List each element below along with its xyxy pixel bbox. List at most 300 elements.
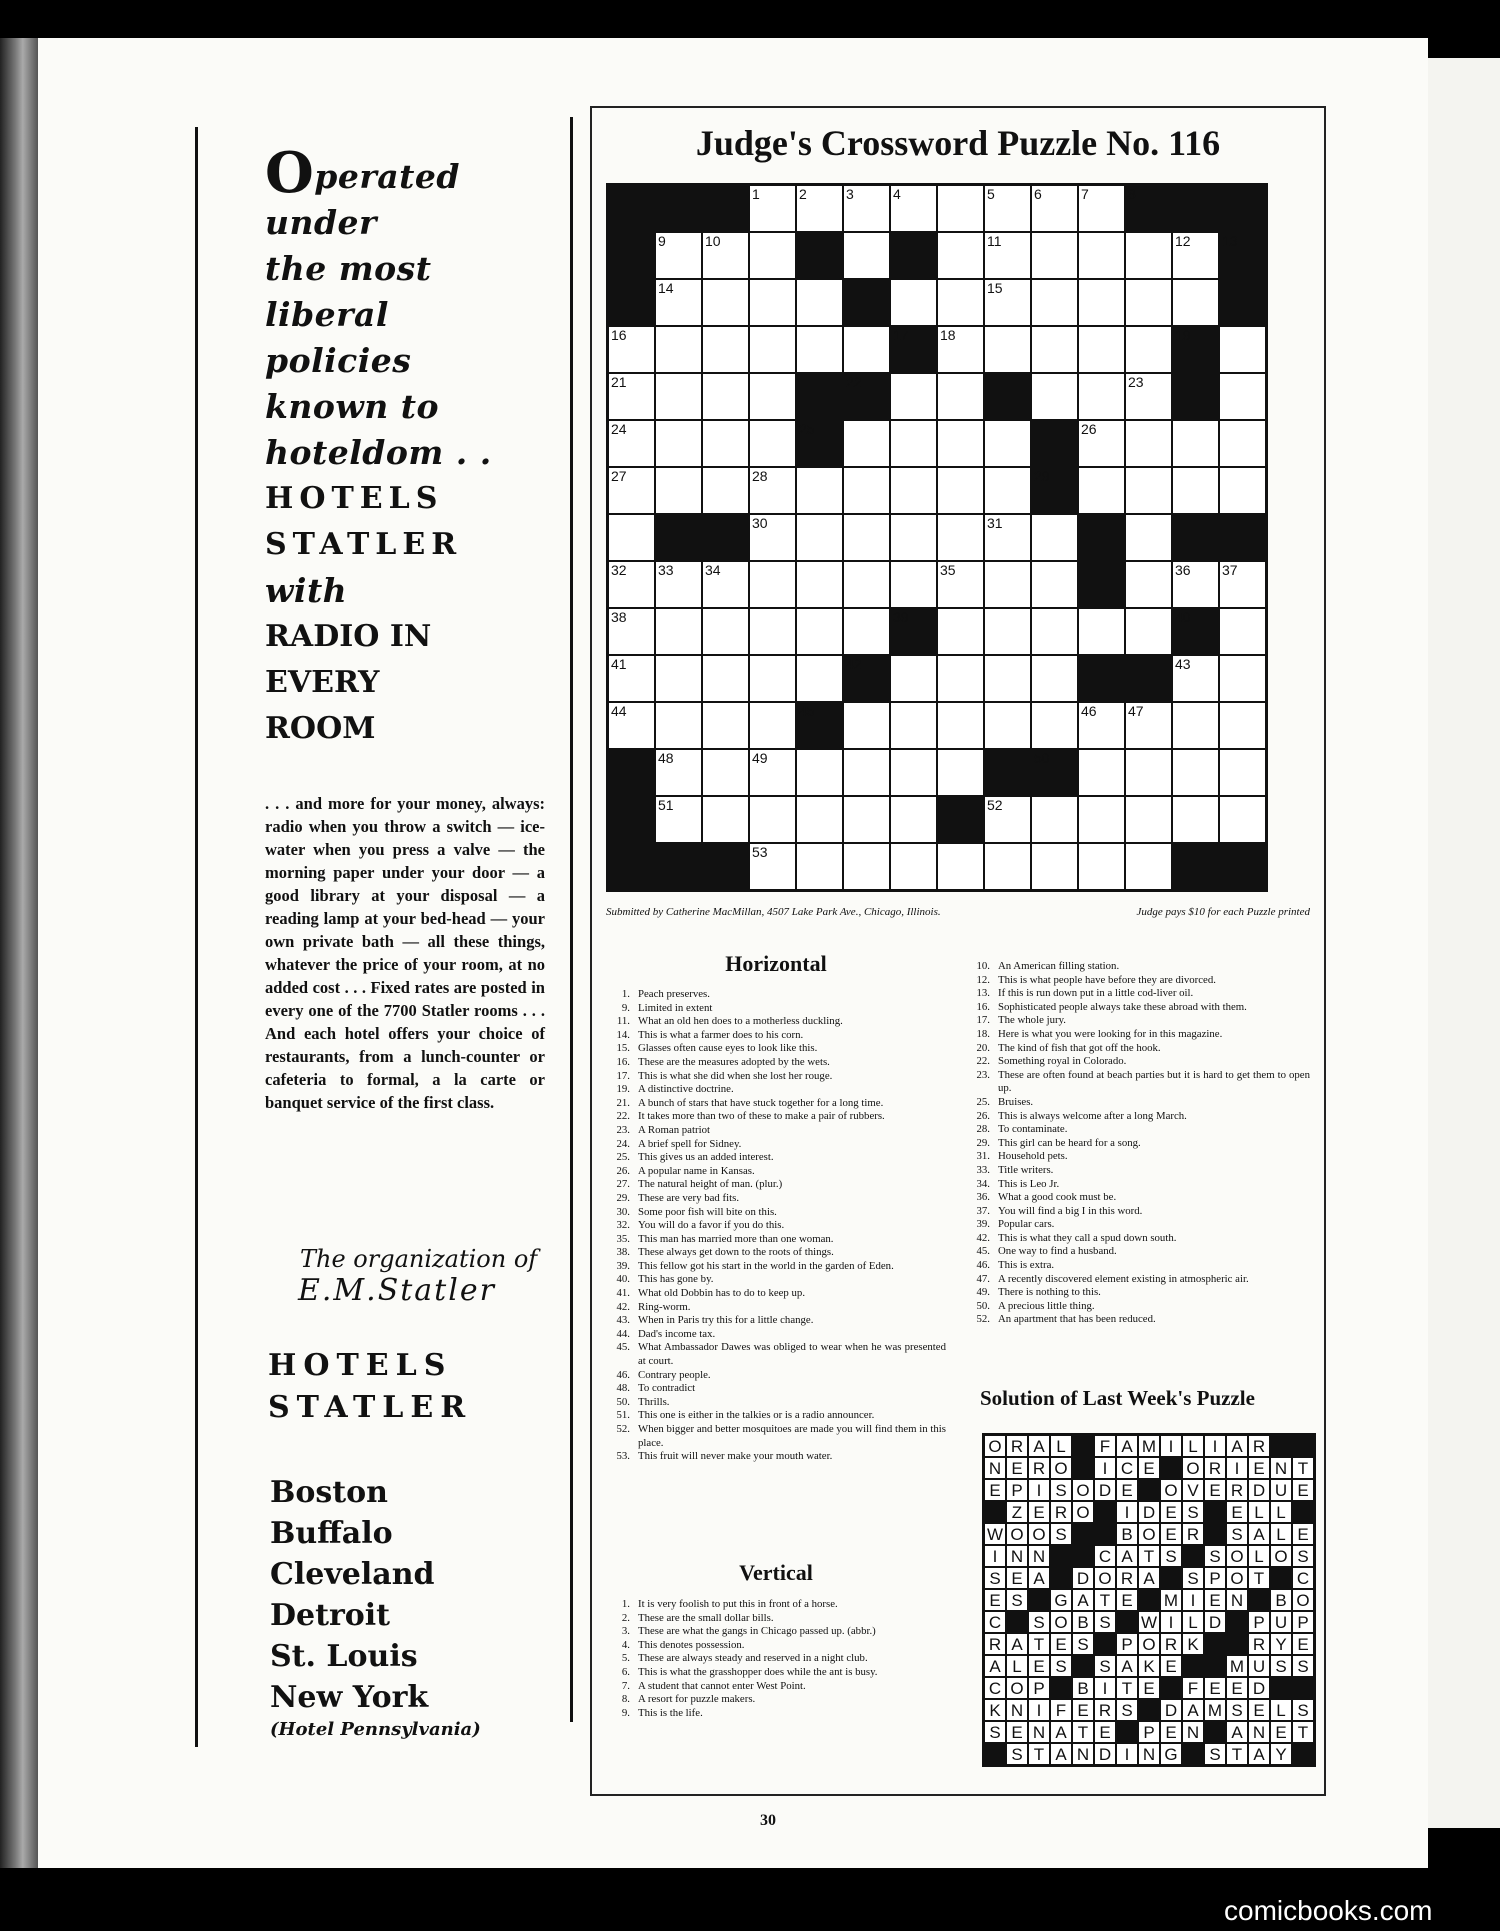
solution-letter: N	[1072, 1743, 1094, 1765]
solution-letter: E	[1138, 1457, 1160, 1479]
clue-number: 50.	[976, 1299, 990, 1312]
solution-letter: P	[1292, 1611, 1314, 1633]
clue-number: 7.	[621, 1679, 630, 1692]
clue-number: 23.	[616, 1123, 630, 1136]
grid-block	[796, 420, 843, 467]
grid-cell	[1031, 655, 1078, 702]
clue-text: Some poor fish will bite on this.	[638, 1205, 777, 1218]
grid-block	[937, 796, 984, 843]
clue-number: 9.	[621, 1706, 630, 1719]
grid-cell	[1172, 232, 1219, 279]
adjacent-page-edge	[1428, 58, 1500, 1828]
solution-letter: N	[1006, 1545, 1028, 1567]
clue-text: A recently discovered element existing in atmospheric air.	[998, 1272, 1249, 1285]
clue-text: One way to find a husband.	[998, 1245, 1117, 1258]
solution-block	[1292, 1501, 1314, 1523]
clue-number: 16.	[616, 1055, 630, 1068]
city-item: Buffalo	[270, 1516, 393, 1551]
solution-letter: D	[1248, 1677, 1270, 1699]
clue-item	[964, 1178, 1310, 1192]
solution-letter: T	[1248, 1567, 1270, 1589]
ad-with: with	[265, 571, 348, 610]
grid-cell	[1078, 467, 1125, 514]
solution-letter: T	[1028, 1743, 1050, 1765]
grid-cell	[937, 655, 984, 702]
solution-letter: S	[984, 1567, 1006, 1589]
grid-cell	[937, 279, 984, 326]
clue-number: 13.	[976, 987, 990, 1000]
solution-block	[1072, 1435, 1094, 1457]
grid-number: 33	[658, 562, 674, 578]
grid-cell	[1031, 373, 1078, 420]
grid-cell	[843, 185, 890, 232]
clue-item	[604, 1083, 946, 1097]
grid-cell	[984, 232, 1031, 279]
grid-block	[608, 185, 655, 232]
clue-item	[964, 1110, 1310, 1124]
grid-block	[984, 373, 1031, 420]
clue-text: When in Paris try this for a little change.	[638, 1314, 814, 1327]
clue-item	[604, 1680, 946, 1694]
solution-letter: N	[1270, 1457, 1292, 1479]
grid-block	[796, 373, 843, 420]
solution-letter: F	[1050, 1699, 1072, 1721]
grid-cell	[1125, 702, 1172, 749]
grid-block	[702, 185, 749, 232]
clue-number: 48.	[616, 1382, 630, 1395]
solution-letter: D	[1160, 1699, 1182, 1721]
clue-item	[604, 1396, 946, 1410]
clue-item	[604, 1138, 946, 1152]
solution-letter: L	[1006, 1655, 1028, 1677]
clue-number: 40.	[616, 1273, 630, 1286]
solution-title: Solution of Last Week's Puzzle	[980, 1386, 1255, 1410]
solution-letter: C	[984, 1611, 1006, 1633]
hotels-statler-footer	[268, 1345, 472, 1429]
grid-cell	[843, 749, 890, 796]
grid-cell	[984, 279, 1031, 326]
grid-cell	[1125, 843, 1172, 890]
ny-hotel: (Hotel Pennsylvania)	[270, 1719, 481, 1740]
clue-text: This is what the grasshopper does while the ant is busy.	[638, 1665, 878, 1678]
solution-letter: S	[1292, 1655, 1314, 1677]
grid-cell	[1078, 420, 1125, 467]
clue-text: This is Leo Jr.	[998, 1177, 1060, 1190]
solution-letter: E	[1050, 1633, 1072, 1655]
grid-cell	[890, 655, 937, 702]
grid-cell	[843, 561, 890, 608]
solution-letter: P	[1138, 1721, 1160, 1743]
clue-item	[604, 1301, 946, 1315]
grid-cell	[890, 561, 937, 608]
solution-letter: A	[1050, 1721, 1072, 1743]
grid-cell	[937, 843, 984, 890]
clue-number: 20.	[976, 1041, 990, 1054]
solution-letter: G	[1050, 1589, 1072, 1611]
grid-block	[608, 843, 655, 890]
grid-cell	[702, 420, 749, 467]
clue-text: This fruit will never make your mouth water.	[638, 1450, 833, 1463]
grid-cell	[1219, 796, 1266, 843]
grid-cell	[1219, 608, 1266, 655]
solution-letter: A	[1248, 1523, 1270, 1545]
grid-number: 51	[658, 797, 674, 813]
solution-letter: A	[1116, 1545, 1138, 1567]
solution-letter: I	[1160, 1435, 1182, 1457]
ad-radio-line: ROOM	[265, 711, 376, 746]
grid-cell	[937, 749, 984, 796]
clue-item	[604, 1015, 946, 1029]
grid-number: 49	[752, 750, 768, 766]
grid-cell	[843, 420, 890, 467]
grid-cell	[796, 843, 843, 890]
grid-cell	[1172, 749, 1219, 796]
grid-cell	[1125, 373, 1172, 420]
clue-item	[604, 1165, 946, 1179]
clue-text: What a good cook must be.	[998, 1191, 1117, 1204]
clue-text: This denotes possession.	[638, 1638, 745, 1651]
grid-cell	[1172, 796, 1219, 843]
grid-block	[655, 514, 702, 561]
clue-item	[964, 1300, 1310, 1314]
solution-letter: I	[1182, 1589, 1204, 1611]
grid-block	[1031, 749, 1078, 796]
clue-item	[964, 1014, 1310, 1028]
grid-cell	[1172, 467, 1219, 514]
solution-letter: P	[1248, 1611, 1270, 1633]
solution-letter: T	[1226, 1743, 1248, 1765]
solution-letter: O	[1094, 1567, 1116, 1589]
clue-text: Something royal in Colorado.	[998, 1055, 1127, 1068]
grid-number: 52	[987, 797, 1003, 813]
grid-cell	[984, 608, 1031, 655]
grid-cell	[655, 608, 702, 655]
grid-number: 10	[705, 233, 721, 249]
solution-block	[1050, 1677, 1072, 1699]
clue-number: 34.	[976, 1177, 990, 1190]
clue-text: A brief spell for Sidney.	[638, 1137, 742, 1150]
vertical-clues	[604, 1598, 946, 1720]
grid-cell	[1125, 608, 1172, 655]
solution-letter: E	[1072, 1699, 1094, 1721]
grid-cell	[749, 749, 796, 796]
clue-text: To contradict	[638, 1382, 696, 1395]
clue-number: 10.	[976, 960, 990, 972]
grid-number: 13	[1222, 233, 1238, 249]
solution-letter: S	[1204, 1545, 1226, 1567]
vertical-clues-continued	[964, 960, 1310, 1327]
solution-block	[1138, 1479, 1160, 1501]
solution-letter: Y	[1270, 1633, 1292, 1655]
grid-cell	[749, 232, 796, 279]
clue-text: These are often found at beach parties but it is hard to get them to open up.	[998, 1068, 1310, 1095]
clue-item	[964, 1042, 1310, 1056]
solution-letter: E	[1006, 1567, 1028, 1589]
grid-cell	[1031, 279, 1078, 326]
solution-block	[1226, 1633, 1248, 1655]
solution-letter: B	[1072, 1677, 1094, 1699]
clue-number: 28.	[976, 1123, 990, 1136]
solution-letter: N	[1006, 1699, 1028, 1721]
clue-number: 9.	[621, 1001, 630, 1014]
solution-grid	[982, 1433, 1316, 1767]
grid-cell	[702, 326, 749, 373]
clue-number: 16.	[976, 1000, 990, 1013]
grid-number: 24	[611, 421, 627, 437]
grid-cell	[1078, 796, 1125, 843]
solution-letter: D	[1072, 1567, 1094, 1589]
solution-block	[1204, 1523, 1226, 1545]
clue-item	[964, 1001, 1310, 1015]
grid-block	[1078, 514, 1125, 561]
clue-text: This is what a farmer does to his corn.	[638, 1028, 804, 1041]
solution-letter: L	[1182, 1435, 1204, 1457]
grid-cell	[937, 514, 984, 561]
org-line: The organization of	[300, 1245, 538, 1273]
grid-cell	[1219, 420, 1266, 467]
grid-block	[890, 326, 937, 373]
solution-block	[1138, 1589, 1160, 1611]
solution-letter: E	[1116, 1479, 1138, 1501]
solution-letter: L	[1270, 1699, 1292, 1721]
solution-block	[1292, 1743, 1314, 1765]
solution-letter: E	[1028, 1501, 1050, 1523]
solution-letter: L	[1182, 1611, 1204, 1633]
solution-letter: O	[1182, 1457, 1204, 1479]
clue-item	[604, 1246, 946, 1260]
book-spine	[0, 38, 38, 1868]
grid-cell	[749, 608, 796, 655]
ad-headline-line: the most	[265, 249, 432, 288]
solution-block	[1050, 1567, 1072, 1589]
grid-cell	[749, 796, 796, 843]
solution-block	[1072, 1457, 1094, 1479]
grid-cell	[1125, 561, 1172, 608]
solution-letter: S	[1050, 1655, 1072, 1677]
grid-cell	[890, 796, 937, 843]
clue-text: The natural height of man. (plur.)	[638, 1178, 783, 1191]
clue-number: 38.	[616, 1246, 630, 1259]
grid-number: 11	[987, 233, 1002, 249]
grid-cell	[937, 373, 984, 420]
solution-letter: O	[1050, 1457, 1072, 1479]
clue-item	[964, 1137, 1310, 1151]
grid-block	[1172, 608, 1219, 655]
clue-text: There is nothing to this.	[998, 1286, 1101, 1299]
grid-cell	[608, 420, 655, 467]
solution-letter: S	[1182, 1501, 1204, 1523]
grid-block	[984, 749, 1031, 796]
grid-cell	[1031, 843, 1078, 890]
grid-cell	[608, 655, 655, 702]
clue-text: The kind of fish that got off the hook.	[998, 1041, 1161, 1054]
solution-block	[1160, 1567, 1182, 1589]
grid-cell	[702, 655, 749, 702]
solution-letter: G	[1160, 1743, 1182, 1765]
clue-number: 29.	[976, 1136, 990, 1149]
solution-letter: E	[1270, 1721, 1292, 1743]
clue-number: 2.	[621, 1611, 630, 1624]
grid-cell	[702, 561, 749, 608]
clue-number: 47.	[976, 1272, 990, 1285]
solution-letter: S	[1160, 1545, 1182, 1567]
clue-text: It is very foolish to put this in front of a horse.	[638, 1598, 838, 1610]
solution-letter: S	[1094, 1655, 1116, 1677]
grid-number: 9	[658, 233, 666, 249]
statler-advertisement	[265, 140, 545, 1114]
clue-text: An American filling station.	[998, 960, 1120, 972]
clue-text: This is what people have before they are divorced.	[998, 973, 1216, 986]
grid-number: 6	[1034, 186, 1042, 202]
solution-letter: S	[984, 1721, 1006, 1743]
solution-letter: A	[1028, 1567, 1050, 1589]
clue-item	[604, 988, 946, 1002]
grid-number: 12	[1175, 233, 1191, 249]
solution-letter: K	[984, 1699, 1006, 1721]
horizontal-heading: Horizontal	[725, 951, 827, 976]
clue-number: 22.	[976, 1055, 990, 1068]
clue-item	[604, 1124, 946, 1138]
grid-cell	[1031, 232, 1078, 279]
grid-cell	[937, 702, 984, 749]
grid-number: 47	[1128, 703, 1144, 719]
grid-cell	[1031, 702, 1078, 749]
center-column-rule	[570, 117, 573, 1722]
clue-text: These always get down to the roots of things.	[638, 1246, 834, 1259]
grid-cell	[702, 232, 749, 279]
solution-letter: T	[1094, 1589, 1116, 1611]
clue-item	[604, 1110, 946, 1124]
solution-letter: S	[1072, 1633, 1094, 1655]
grid-cell	[1078, 326, 1125, 373]
solution-letter: M	[1226, 1655, 1248, 1677]
ad-headline-line	[265, 140, 545, 206]
clue-number: 12.	[976, 973, 990, 986]
solution-letter: T	[1072, 1721, 1094, 1743]
grid-number: 43	[1175, 656, 1191, 672]
solution-letter: E	[1204, 1479, 1226, 1501]
clue-item	[604, 1260, 946, 1274]
solution-letter: R	[1094, 1699, 1116, 1721]
solution-letter: O	[1138, 1523, 1160, 1545]
solution-block	[1182, 1743, 1204, 1765]
grid-number: 26	[1081, 421, 1097, 437]
clue-number: 49.	[976, 1286, 990, 1299]
grid-cell	[890, 514, 937, 561]
city-item: Boston	[270, 1475, 388, 1510]
grid-cell	[937, 185, 984, 232]
solution-letter: R	[1050, 1501, 1072, 1523]
grid-block	[1078, 561, 1125, 608]
clue-item	[604, 1233, 946, 1247]
grid-cell	[984, 467, 1031, 514]
solution-letter: V	[1182, 1479, 1204, 1501]
grid-cell	[1219, 373, 1266, 420]
grid-cell	[1031, 514, 1078, 561]
solution-letter: P	[1204, 1567, 1226, 1589]
solution-letter: D	[1094, 1479, 1116, 1501]
clue-text: Limited in extent	[638, 1001, 713, 1014]
solution-letter: T	[1292, 1721, 1314, 1743]
grid-cell	[702, 373, 749, 420]
clue-text: When bigger and better mosquitoes are made you will find them in this place.	[638, 1423, 946, 1449]
solution-letter: O	[1028, 1523, 1050, 1545]
grid-cell	[984, 420, 1031, 467]
solution-letter: R	[1160, 1633, 1182, 1655]
grid-number: 34	[705, 562, 721, 578]
grid-cell	[890, 373, 937, 420]
solution-letter: A	[1050, 1743, 1072, 1765]
clue-number: 19.	[616, 1083, 630, 1096]
clue-number: 35.	[616, 1232, 630, 1245]
solution-letter: O	[1072, 1501, 1094, 1523]
clue-text: This has gone by.	[638, 1273, 714, 1286]
grid-cell	[655, 326, 702, 373]
grid-block	[843, 373, 890, 420]
solution-letter: O	[1160, 1479, 1182, 1501]
grid-cell	[655, 655, 702, 702]
grid-cell	[608, 608, 655, 655]
grid-block	[1219, 843, 1266, 890]
clue-item	[964, 1232, 1310, 1246]
clue-number: 26.	[616, 1164, 630, 1177]
clue-number: 25.	[616, 1151, 630, 1164]
solution-letter: T	[1138, 1545, 1160, 1567]
solution-letter: E	[1226, 1501, 1248, 1523]
clue-number: 17.	[616, 1069, 630, 1082]
clue-text: This man has married more than one woman.	[638, 1232, 834, 1245]
solution-letter: S	[1116, 1699, 1138, 1721]
grid-cell	[608, 702, 655, 749]
solution-block	[1270, 1435, 1292, 1457]
grid-cell	[1172, 279, 1219, 326]
grid-block	[1172, 185, 1219, 232]
solution-letter: N	[1138, 1743, 1160, 1765]
clue-item	[604, 1219, 946, 1233]
clue-number: 5.	[621, 1652, 630, 1665]
solution-letter: N	[1182, 1721, 1204, 1743]
solution-letter: I	[1028, 1479, 1050, 1501]
grid-cell	[1078, 749, 1125, 796]
clue-number: 1.	[621, 1598, 630, 1610]
grid-number: 8	[1128, 186, 1136, 202]
grid-block	[1031, 467, 1078, 514]
ad-headline-line: hoteldom . .	[265, 433, 492, 472]
solution-letter: A	[1138, 1567, 1160, 1589]
clue-item	[604, 1070, 946, 1084]
solution-block	[1116, 1721, 1138, 1743]
solution-block	[1226, 1611, 1248, 1633]
grid-cell	[796, 467, 843, 514]
grid-number: 53	[752, 844, 768, 860]
solution-block	[1006, 1611, 1028, 1633]
grid-cell	[749, 467, 796, 514]
grid-cell	[608, 561, 655, 608]
solution-letter: D	[1138, 1501, 1160, 1523]
grid-number: 16	[611, 327, 627, 343]
solution-letter: M	[1204, 1699, 1226, 1721]
clue-number: 41.	[616, 1287, 630, 1300]
puzzle-credit	[606, 906, 1310, 918]
grid-cell	[890, 420, 937, 467]
solution-letter: E	[1292, 1633, 1314, 1655]
clue-item	[604, 1273, 946, 1287]
grid-cell	[1078, 232, 1125, 279]
solution-letter: Y	[1270, 1743, 1292, 1765]
grid-cell	[984, 843, 1031, 890]
solution-block	[1292, 1677, 1314, 1699]
solution-block	[1204, 1721, 1226, 1743]
